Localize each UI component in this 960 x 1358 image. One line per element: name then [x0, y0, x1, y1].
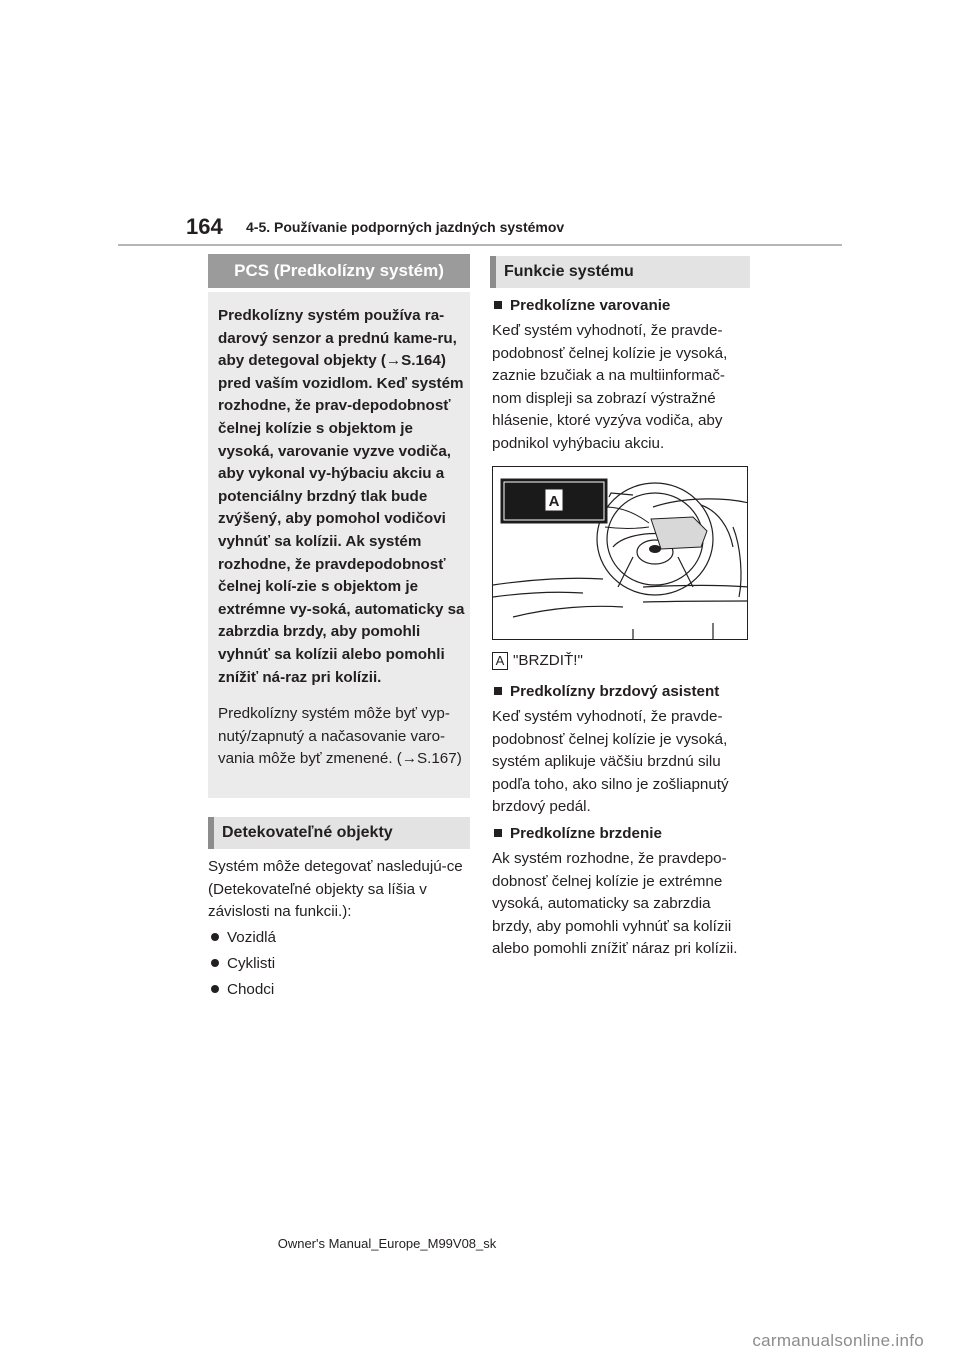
bullet-icon — [211, 959, 219, 967]
warning-subheading-label: Predkolízne varovanie — [510, 297, 671, 314]
callout-line — [492, 650, 750, 673]
bullet-icon — [211, 933, 219, 941]
dashboard-drawing — [493, 467, 748, 640]
watermark: carmanualsonline.info — [752, 1331, 924, 1350]
braking-subheading — [492, 824, 750, 844]
footer — [0, 1236, 960, 1251]
callout-text: "BRZDIŤ!" — [513, 652, 583, 669]
square-bullet-icon — [494, 301, 502, 309]
callout-label: A — [492, 652, 508, 670]
warning-subheading — [492, 296, 750, 316]
braking-text: Ak systém rozhodne, že pravdepo-dobnosť čelnej kolízie je extrémne vysoká, automaticky sa zabrzdia brzdy, aby pomohli vyhnúť sa kolízii alebo pomohli znížiť náraz pri kolízii. — [492, 850, 738, 958]
detectable-title: Detekovateľné objekty — [208, 817, 470, 849]
page-number: 164 — [186, 214, 223, 239]
square-bullet-icon — [494, 829, 502, 837]
functions-title: Funkcie systému — [490, 256, 750, 288]
braking-subheading-label: Predkolízne brzdenie — [510, 825, 662, 842]
brake-assist-subheading-label: Predkolízny brzdový asistent — [510, 683, 720, 700]
header-rule — [118, 244, 842, 246]
pcs-title: PCS (Predkolízny systém) — [208, 254, 470, 288]
list-item — [208, 980, 274, 1000]
chapter-title: 4-5. Používanie podporných jazdných systémov — [246, 219, 565, 235]
list-item-label: Chodci — [227, 981, 275, 998]
manual-id: Owner's Manual_Europe_M99V08_sk — [277, 1236, 497, 1251]
list-item-label: Vozidlá — [227, 929, 276, 946]
dashboard-illustration — [492, 466, 748, 640]
brake-assist-text: Keď systém vyhodnotí, že pravde-podobnosť čelnej kolízie je vysoká, systém aplikuje väčšiu brzdnú silu podľa toho, ako silno je zošliapnutý brzdový pedál. — [492, 708, 729, 816]
pcs-bold-text: Predkolízny systém používa ra-darový senzor a prednú kame-ru, aby detegoval objekty (→S.164) pred vaším vozidlom. Keď systém rozhodne, že prav-depodobnosť čelnej kolízie s objektom je vysoká, varovanie vyzve vodiča, aby vykonal vy-hýbaciu akciu a potenciálny brzdný tlak bude zvýšený, aby pomohol vodičovi vyhnúť sa kolízii. Ak systém rozhodne, že pravdepodobnosť čelnej kolí-zie s objektom je extrémne vy-soká, automaticky sa zabrzdia brzdy, aby pomohli vyhnúť sa kolízii alebo pomohli znížiť ná-raz pri kolízii. — [218, 307, 465, 686]
detectable-intro: Systém môže detegovať nasledujú-ce (Detekovateľné objekty sa líšia v závislosti na funkcii.): — [208, 858, 463, 921]
list-item-label: Cyklisti — [227, 955, 276, 972]
list-item — [208, 954, 275, 974]
square-bullet-icon — [494, 687, 502, 695]
pcs-normal-text: Predkolízny systém môže byť vyp-nutý/zapnutý a načasovanie varo-vania môže byť zmenené. (→S.167) — [218, 705, 462, 768]
warning-text: Keď systém vyhodnotí, že pravde-podobnosť čelnej kolízie je vysoká, zaznie bzučiak a na multiinformač-nom displeji sa zobrazí výstražné hlásenie, ktoré vyzýva vodiča, aby podnikol vyhýbaciu akciu. — [492, 322, 728, 452]
bullet-icon — [211, 985, 219, 993]
brake-assist-subheading — [492, 682, 750, 702]
figure-label: A — [548, 493, 560, 510]
list-item — [208, 928, 276, 948]
